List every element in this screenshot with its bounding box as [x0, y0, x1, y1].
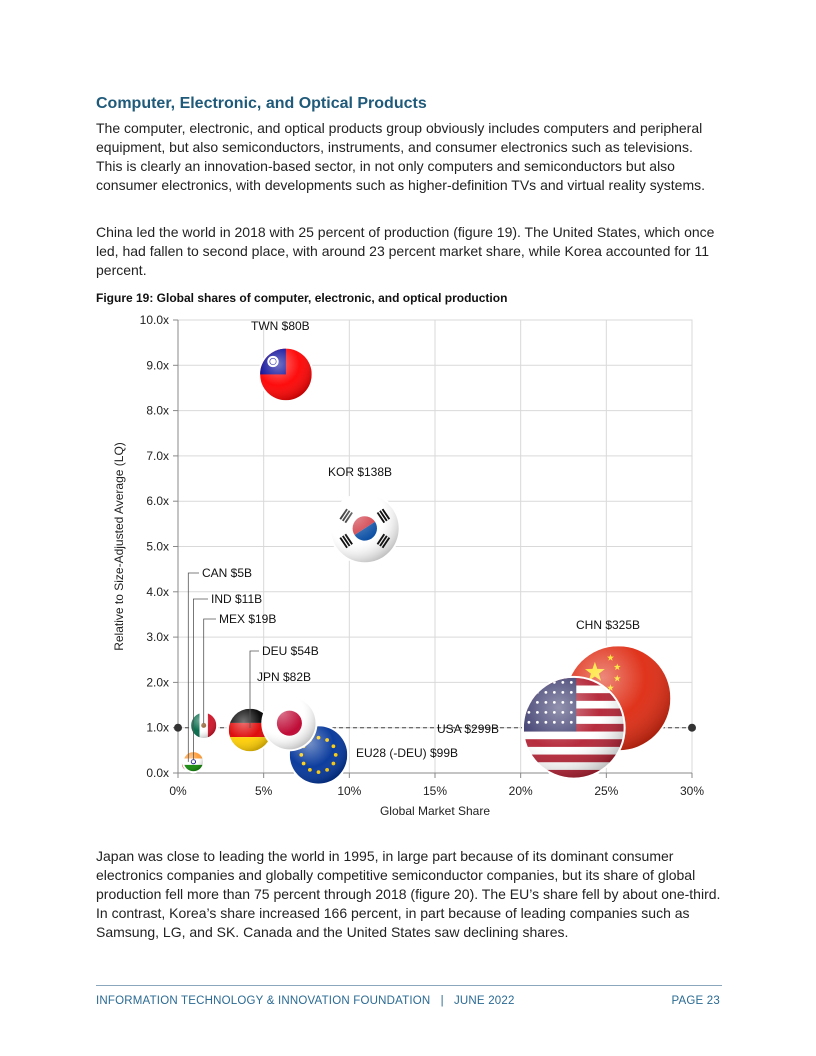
bubble-chart	[96, 308, 716, 823]
y-tick-label: 1.0x	[146, 720, 169, 735]
data-label-deu: DEU $54B	[262, 644, 319, 658]
y-tick-label: 8.0x	[146, 403, 169, 418]
x-tick-label: 5%	[254, 784, 273, 798]
x-tick-label: 25%	[594, 784, 619, 798]
section-heading: Computer, Electronic, and Optical Products	[96, 95, 427, 112]
data-label-usa: USA $299B	[437, 722, 500, 736]
y-tick-label: 4.0x	[146, 584, 169, 599]
x-tick-label: 10%	[337, 784, 362, 798]
x-tick-label: 15%	[422, 784, 448, 798]
y-tick-label: 5.0x	[146, 539, 169, 554]
body-paragraph-3: Japan was close to leading the world in 1995, in large part because of its dominant consumer electronics companies and globally competitive semiconductor companies, but its share of global production fell more than 75 percent through 2018 (figure 20). The EU’s share fell by about one-third. In contrast, Korea’s share increased 166 percent, in part because of leading companies such as Samsung, LG, and SK. Canada and the United States saw declining shares.	[96, 848, 721, 940]
data-label-kor: KOR $138B	[328, 465, 393, 479]
y-tick-label: 6.0x	[146, 494, 169, 509]
y-tick-label: 10.0x	[139, 313, 169, 327]
data-label-ind: IND $11B	[211, 592, 263, 606]
bubble-kor	[329, 493, 401, 565]
y-tick-label: 3.0x	[146, 630, 169, 645]
body-paragraph-2: China led the world in 2018 with 25 percent of production (figure 19). The United States, which once led, had fallen to second place, with around 23 percent market share, while Korea accounted for 11 percent.	[96, 224, 715, 278]
reference-line-end-dot	[688, 724, 696, 732]
data-label-mex: MEX $19B	[219, 612, 277, 626]
footer-publisher: INFORMATION TECHNOLOGY & INNOVATION FOUNDATION | JUNE 2022	[96, 995, 515, 1007]
x-tick-label: 30%	[679, 784, 705, 798]
data-label-twn: TWN $80B	[251, 319, 310, 333]
bubble-usa	[522, 676, 626, 780]
data-label-chn: CHN $325B	[576, 618, 641, 632]
y-tick-label: 7.0x	[146, 448, 169, 463]
bubble-twn	[258, 347, 314, 403]
x-tick-label: 0%	[169, 784, 187, 798]
page-number: PAGE 23	[671, 995, 720, 1007]
footer-divider	[96, 985, 722, 986]
reference-line-start-dot	[174, 724, 182, 732]
figure-caption: Figure 19: Global shares of computer, electronic, and optical production	[96, 291, 508, 305]
x-axis-label: Global Market Share	[379, 804, 491, 818]
data-label-can: CAN $5B	[202, 566, 253, 580]
body-paragraph-1: The computer, electronic, and optical products group obviously includes computers and peripheral equipment, but also semiconductors, instruments, and consumer electronics such as televisions. This is clearly an innovation-based sector, in not only computers and semiconductors but also consumer electronics, with developments such as higher-definition TVs and virtual reality systems.	[96, 120, 706, 193]
bubble-jpn	[261, 695, 317, 751]
y-tick-label: 2.0x	[146, 675, 169, 690]
x-tick-label: 20%	[508, 784, 533, 798]
y-tick-label: 0.0x	[146, 766, 169, 780]
data-label-jpn: JPN $82B	[257, 670, 312, 684]
data-label-eu28: EU28 (-DEU) $99B	[356, 746, 459, 760]
y-tick-label: 9.0x	[146, 358, 169, 373]
y-axis-label: Relative to Size-Adjusted Average (LQ)	[112, 442, 126, 651]
